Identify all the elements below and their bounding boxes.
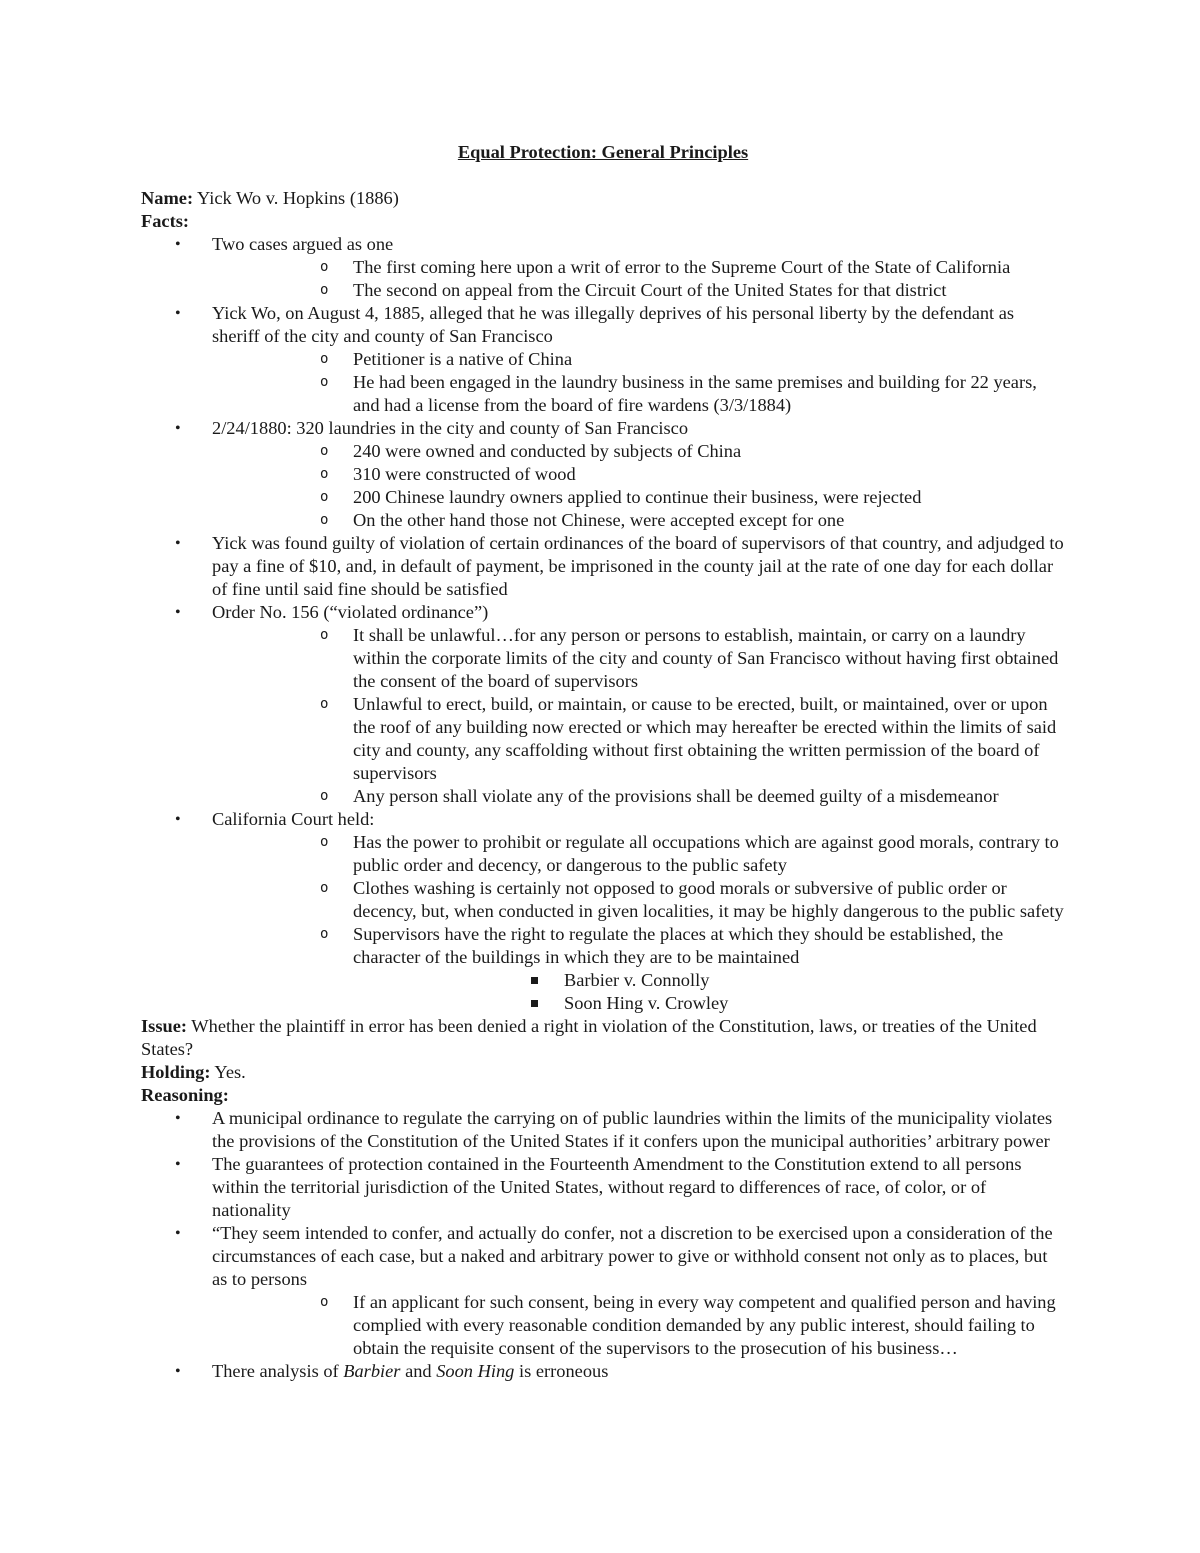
- bullet-icon: •: [175, 1156, 181, 1173]
- list-item: o Clothes washing is certainly not opposed to good morals or subversive of public order or decency, but, when conducted in given localities, it may be highly dangerous to the public safety: [320, 878, 1064, 921]
- circle-bullet-icon: o: [320, 1294, 329, 1310]
- bullet-icon: •: [175, 236, 181, 253]
- bullet-icon: •: [175, 1363, 181, 1380]
- reasoning-list: [141, 1107, 1065, 1383]
- list-item: o Unlawful to erect, build, or maintain, or cause to be erected, built, or maintained, over or upon the roof of any building now erected or which may hereafter be erected within the limits of said city and county, any scaffolding without first obtaining the written permission of the board of supervisors: [320, 694, 1057, 783]
- list-item: • There analysis of Barbier and Soon Hing is erroneous: [175, 1361, 609, 1381]
- sub-sub-list: [353, 969, 1065, 1015]
- list-item: o Supervisors have the right to regulate the places at which they should be established, the character of the buildings in which they are to be maintained Barbier v. Connolly Soon Hing v. Crowley: [212, 923, 1065, 1015]
- sub-list: [212, 624, 1065, 808]
- sub-list: [212, 831, 1065, 1015]
- facts-heading: [141, 210, 1065, 233]
- list-item: • 2/24/1880: 320 laundries in the city and county of San Francisco o 240 were owned and conducted by subjects of China o 310 were constructed of wood o 200 Chinese laundry owners applied to continue their business, were rejected o On the other hand those not Chinese, were accepted except for one: [141, 417, 1065, 532]
- holding-line: [141, 1061, 1065, 1084]
- list-item: Soon Hing v. Crowley: [353, 992, 1065, 1015]
- list-item: • Order No. 156 (“violated ordinance”) o It shall be unlawful…for any person or persons to establish, maintain, or carry on a laundry within the corporate limits of the city and county of San Francisco without having first obtained the consent of the board of supervisors o Unlawful to erect, build, or maintain, or cause to be erected, built, or maintained, over or upon the roof of any building now erected or which may hereafter be erected within the limits of said city and county, any scaffolding without first obtaining the written permission of the board of supervisors o Any person shall violate any of the provisions shall be deemed guilty of a misdemeanor: [141, 601, 1065, 808]
- document-title: Equal Protection: General Principles: [457, 142, 749, 162]
- list-item: o Has the power to prohibit or regulate all occupations which are against good morals, contrary to public order and decency, or dangerous to the public safety: [320, 832, 1059, 875]
- circle-bullet-icon: o: [320, 926, 329, 942]
- bullet-icon: •: [175, 420, 181, 437]
- sub-list: [212, 256, 1065, 302]
- list-item: o On the other hand those not Chinese, were accepted except for one: [320, 510, 845, 530]
- list-item: o If an applicant for such consent, being in every way competent and qualified person and having complied with every reasonable condition demanded by any public interest, should failing to obtain the requisite consent of the supervisors to the prosecution of his business…: [320, 1292, 1056, 1358]
- list-item: o The second on appeal from the Circuit Court of the United States for that district: [320, 280, 947, 300]
- sub-list: [212, 348, 1065, 417]
- list-item: o 200 Chinese laundry owners applied to continue their business, were rejected: [320, 487, 922, 507]
- list-item: o Any person shall violate any of the provisions shall be deemed guilty of a misdemeanor: [320, 786, 999, 806]
- facts-label: Facts:: [141, 211, 189, 231]
- circle-bullet-icon: o: [320, 466, 329, 482]
- list-item: o 240 were owned and conducted by subjects of China: [320, 441, 742, 461]
- issue-value: Whether the plaintiff in error has been denied a right in violation of the Constitution, laws, or treaties of the United States?: [141, 1016, 1037, 1059]
- list-item: • Yick was found guilty of violation of certain ordinances of the board of supervisors of that country, and adjudged to pay a fine of $10, and, in default of payment, be imprisoned in the county jail at the rate of one day for each dollar of fine until said fine should be satisfied: [175, 533, 1064, 599]
- facts-list: [141, 233, 1065, 1015]
- bullet-icon: •: [175, 1225, 181, 1242]
- holding-value: Yes.: [214, 1062, 246, 1082]
- issue-label: Issue:: [141, 1016, 187, 1036]
- list-item: o It shall be unlawful…for any person or persons to establish, maintain, or carry on a laundry within the corporate limits of the city and county of San Francisco without having first obtained the consent of the board of supervisors: [320, 625, 1059, 691]
- list-item: o Petitioner is a native of China: [320, 349, 573, 369]
- case-name: Barbier: [343, 1361, 401, 1381]
- square-bullet-icon: [531, 1000, 538, 1007]
- bullet-icon: •: [175, 305, 181, 322]
- circle-bullet-icon: o: [320, 489, 329, 505]
- list-item: • Two cases argued as one o The first coming here upon a writ of error to the Supreme Court of the State of California o The second on appeal from the Circuit Court of the United States for that district: [141, 233, 1065, 302]
- name-line: [141, 187, 1065, 210]
- circle-bullet-icon: o: [320, 834, 329, 850]
- reasoning-heading: [141, 1084, 1065, 1107]
- square-bullet-icon: [531, 977, 538, 984]
- circle-bullet-icon: o: [320, 259, 329, 275]
- list-item: Barbier v. Connolly: [353, 969, 1065, 992]
- list-item: o The first coming here upon a writ of error to the Supreme Court of the State of California: [320, 257, 1011, 277]
- reasoning-label: Reasoning:: [141, 1085, 229, 1105]
- list-item: • A municipal ordinance to regulate the carrying on of public laundries within the limits of the municipality violates the provisions of the Constitution of the United States if it confers upon the municipal authorities’ arbitrary power: [175, 1108, 1053, 1151]
- circle-bullet-icon: o: [320, 788, 329, 804]
- bullet-icon: •: [175, 1110, 181, 1127]
- circle-bullet-icon: o: [320, 627, 329, 643]
- list-item: • California Court held: o Has the power to prohibit or regulate all occupations which are against good morals, contrary to public order and decency, or dangerous to the public safety o Clothes washing is certainly not opposed to good morals or subversive of public order or decency, but, when conducted in given localities, it may be highly dangerous to the public safety o Supervisors have the right to regulate the places at which they should be established, the character of the buildings in which they are to be maintained Barbier v. Connolly Soon Hing v. Crowley: [175, 809, 1064, 1013]
- list-item: o He had been engaged in the laundry business in the same premises and building for 22 years, and had a license from the board of fire wardens (3/3/1884): [320, 372, 1037, 415]
- name-label: Name:: [141, 188, 194, 208]
- issue-line: [141, 1015, 1065, 1061]
- circle-bullet-icon: o: [320, 351, 329, 367]
- bullet-icon: •: [175, 811, 181, 828]
- circle-bullet-icon: o: [320, 880, 329, 896]
- sub-list: [212, 440, 1065, 532]
- bullet-icon: •: [175, 604, 181, 621]
- bullet-icon: •: [175, 535, 181, 552]
- document-page: [141, 141, 1065, 1383]
- circle-bullet-icon: o: [320, 512, 329, 528]
- list-item: • Yick Wo, on August 4, 1885, alleged that he was illegally deprives of his personal liberty by the defendant as sheriff of the city and county of San Francisco o Petitioner is a native of China o He had been engaged in the laundry business in the same premises and building for 22 years, and had a license from the board of fire wardens (3/3/1884): [141, 302, 1065, 417]
- sub-list: [212, 1291, 1065, 1360]
- list-item: o 310 were constructed of wood: [320, 464, 576, 484]
- holding-label: Holding:: [141, 1062, 211, 1082]
- circle-bullet-icon: o: [320, 443, 329, 459]
- case-name: Soon Hing: [436, 1361, 515, 1381]
- circle-bullet-icon: o: [320, 374, 329, 390]
- name-value: Yick Wo v. Hopkins (1886): [197, 188, 399, 208]
- list-item: • The guarantees of protection contained in the Fourteenth Amendment to the Constitution extend to all persons within the territorial jurisdiction of the United States, without regard to differences of race, of color, or of nationality: [175, 1154, 1022, 1220]
- circle-bullet-icon: o: [320, 282, 329, 298]
- circle-bullet-icon: o: [320, 696, 329, 712]
- list-item: • “They seem intended to confer, and actually do confer, not a discretion to be exercised upon a consideration of the circumstances of each case, but a naked and arbitrary power to give or withhold consent not only as to places, but as to persons o If an applicant for such consent, being in every way competent and qualified person and having complied with every reasonable condition demanded by any public interest, should failing to obtain the requisite consent of the supervisors to the prosecution of his business…: [141, 1222, 1065, 1360]
